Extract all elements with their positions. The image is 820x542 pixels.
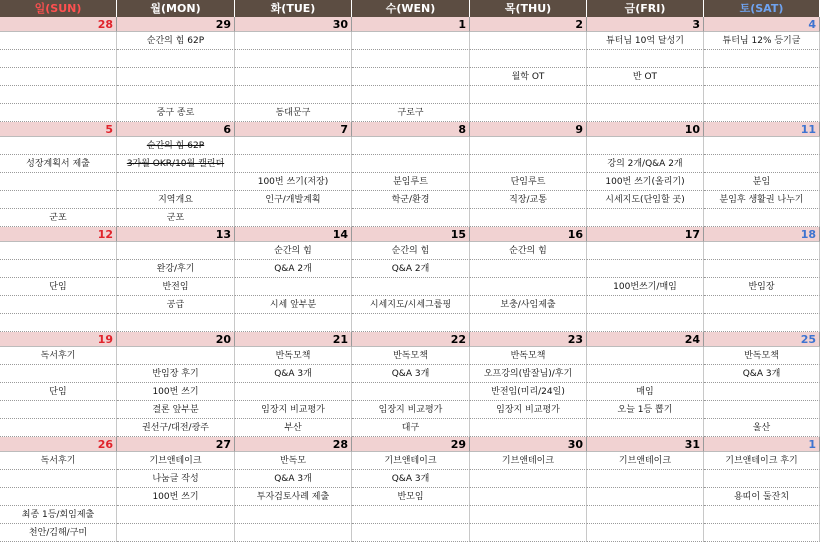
entry-cell[interactable] xyxy=(0,50,117,68)
entry-cell[interactable] xyxy=(235,314,352,332)
entry-cell[interactable] xyxy=(587,314,704,332)
date-cell-thu[interactable]: 2 xyxy=(470,17,587,32)
entry-cell[interactable] xyxy=(470,50,587,68)
date-cell-sun[interactable]: 28 xyxy=(0,17,117,32)
entry-cell[interactable] xyxy=(352,506,470,524)
entry-cell[interactable]: 완강/후기 xyxy=(117,260,235,278)
entry-cell[interactable] xyxy=(117,242,235,260)
entry-cell[interactable]: 성장계획서 제출 xyxy=(0,155,117,173)
entry-cell[interactable] xyxy=(704,155,820,173)
entry-cell[interactable]: 기브앤테이크 xyxy=(587,452,704,470)
entry-cell[interactable]: 시세지도/시세그룹핑 xyxy=(352,296,470,314)
entry-cell[interactable]: 기브앤테이크 후기 xyxy=(704,452,820,470)
entry-cell[interactable] xyxy=(0,68,117,86)
entry-cell[interactable]: 반전임 xyxy=(117,278,235,296)
entry-cell[interactable]: 100번 쓰기 xyxy=(117,383,235,401)
entry-cell[interactable]: 직장/교통 xyxy=(470,191,587,209)
date-cell-mon[interactable]: 13 xyxy=(117,227,235,242)
entry-cell[interactable]: Q&A 2개 xyxy=(352,260,470,278)
date-cell-sun[interactable]: 5 xyxy=(0,122,117,137)
entry-cell[interactable]: 순간의 힘 62P xyxy=(117,32,235,50)
header-sat: 토(SAT) xyxy=(704,0,820,17)
header-sun: 일(SUN) xyxy=(0,0,117,17)
date-cell-thu[interactable]: 9 xyxy=(470,122,587,137)
entry-cell[interactable]: 단임 xyxy=(0,383,117,401)
entry-cell[interactable] xyxy=(470,209,587,227)
entry-cell[interactable]: 순간의 힘 xyxy=(235,242,352,260)
entry-cell[interactable] xyxy=(352,137,470,155)
entry-cell[interactable] xyxy=(0,365,117,383)
entry-cell[interactable]: 반임장 xyxy=(704,278,820,296)
entry-cell[interactable]: 오늘 1등 뽑기 xyxy=(587,401,704,419)
entry-cell[interactable] xyxy=(470,419,587,437)
entry-cell[interactable] xyxy=(587,347,704,365)
date-cell-fri[interactable]: 10 xyxy=(587,122,704,137)
entry-cell[interactable]: Q&A 3개 xyxy=(352,470,470,488)
date-cell-wed[interactable]: 1 xyxy=(352,17,470,32)
entry-cell[interactable] xyxy=(117,347,235,365)
entry-cell[interactable]: 울산 xyxy=(704,419,820,437)
date-cell-sat[interactable]: 25 xyxy=(704,332,820,347)
entry-cell[interactable] xyxy=(470,314,587,332)
entry-cell[interactable]: 반독모책 xyxy=(470,347,587,365)
entry-cell[interactable]: 100번 쓰기(올리기) xyxy=(587,173,704,191)
entry-cell[interactable]: 분임루트 xyxy=(352,173,470,191)
entry-cell[interactable] xyxy=(352,50,470,68)
entry-cell[interactable] xyxy=(587,209,704,227)
entry-cell[interactable] xyxy=(117,524,235,542)
entry-cell[interactable] xyxy=(704,104,820,122)
entry-cell[interactable] xyxy=(352,524,470,542)
entry-cell[interactable]: 순간의 힘 xyxy=(470,242,587,260)
entry-cell[interactable] xyxy=(0,191,117,209)
entry-cell[interactable] xyxy=(0,173,117,191)
entry-cell[interactable]: Q&A 3개 xyxy=(352,365,470,383)
header-thu: 목(THU) xyxy=(470,0,587,17)
entry-cell[interactable] xyxy=(0,86,117,104)
entry-cell[interactable] xyxy=(704,506,820,524)
entry-cell[interactable] xyxy=(117,506,235,524)
entry-cell[interactable]: 임장지 비교평가 xyxy=(470,401,587,419)
entry-cell[interactable] xyxy=(352,155,470,173)
date-cell-mon[interactable]: 6 xyxy=(117,122,235,137)
entry-cell[interactable]: 공급 xyxy=(117,296,235,314)
date-cell-wed[interactable]: 15 xyxy=(352,227,470,242)
entry-cell[interactable] xyxy=(0,470,117,488)
entry-cell[interactable]: 최종 1등/회임제출 xyxy=(0,506,117,524)
entry-cell[interactable] xyxy=(0,419,117,437)
entry-cell[interactable] xyxy=(704,383,820,401)
entry-cell[interactable] xyxy=(235,506,352,524)
entry-cell[interactable] xyxy=(0,32,117,50)
entry-cell[interactable] xyxy=(0,314,117,332)
entry-cell[interactable]: 순간의 힘 xyxy=(352,242,470,260)
entry-cell[interactable] xyxy=(704,314,820,332)
entry-cell[interactable]: 학군/환경 xyxy=(352,191,470,209)
entry-cell[interactable] xyxy=(704,470,820,488)
entry-cell[interactable]: 부산 xyxy=(235,419,352,437)
entry-cell[interactable]: 100번 쓰기(저장) xyxy=(235,173,352,191)
entry-cell[interactable]: 반임장 후기 xyxy=(117,365,235,383)
entry-cell[interactable] xyxy=(235,383,352,401)
entry-cell[interactable]: 시세지도(단임할 곳) xyxy=(587,191,704,209)
entry-cell[interactable]: 순간의 힘 62P xyxy=(117,137,235,155)
date-cell-mon[interactable]: 29 xyxy=(117,17,235,32)
date-cell-sun[interactable]: 26 xyxy=(0,437,117,452)
entry-cell[interactable] xyxy=(587,104,704,122)
entry-cell[interactable] xyxy=(0,104,117,122)
entry-cell[interactable] xyxy=(587,470,704,488)
date-cell-fri[interactable]: 31 xyxy=(587,437,704,452)
entry-cell[interactable] xyxy=(235,278,352,296)
entry-cell[interactable] xyxy=(704,50,820,68)
entry-cell[interactable] xyxy=(587,365,704,383)
date-cell-sun[interactable]: 12 xyxy=(0,227,117,242)
entry-cell[interactable] xyxy=(352,86,470,104)
entry-cell[interactable] xyxy=(587,242,704,260)
entry-cell[interactable] xyxy=(470,470,587,488)
entry-cell[interactable]: 월학 OT xyxy=(470,68,587,86)
entry-cell[interactable] xyxy=(0,260,117,278)
entry-cell[interactable] xyxy=(117,50,235,68)
entry-cell[interactable]: 반독모책 xyxy=(352,347,470,365)
entry-cell[interactable] xyxy=(470,137,587,155)
date-cell-sat[interactable]: 11 xyxy=(704,122,820,137)
date-cell-thu[interactable]: 16 xyxy=(470,227,587,242)
entry-cell[interactable]: 반전임(미리/24일) xyxy=(470,383,587,401)
entry-cell[interactable] xyxy=(704,86,820,104)
entry-cell[interactable] xyxy=(704,524,820,542)
entry-cell[interactable] xyxy=(704,401,820,419)
entry-cell[interactable] xyxy=(235,155,352,173)
entry-cell[interactable]: 튜터님 12% 등기글 xyxy=(704,32,820,50)
entry-cell[interactable] xyxy=(470,488,587,506)
entry-cell[interactable]: 시세 앞부분 xyxy=(235,296,352,314)
entry-cell[interactable] xyxy=(0,242,117,260)
entry-cell[interactable] xyxy=(470,155,587,173)
entry-cell[interactable]: 기브앤테이크 xyxy=(470,452,587,470)
entry-cell[interactable]: 100번 쓰기 xyxy=(117,488,235,506)
entry-cell[interactable] xyxy=(587,488,704,506)
entry-cell[interactable] xyxy=(0,296,117,314)
entry-cell[interactable]: 단임루트 xyxy=(470,173,587,191)
entry-cell[interactable]: 반 OT xyxy=(587,68,704,86)
date-cell-tue[interactable]: 7 xyxy=(235,122,352,137)
date-cell-thu[interactable]: 30 xyxy=(470,437,587,452)
entry-cell[interactable] xyxy=(704,296,820,314)
date-cell-thu[interactable]: 23 xyxy=(470,332,587,347)
entry-cell[interactable] xyxy=(117,86,235,104)
entry-cell[interactable] xyxy=(587,419,704,437)
entry-cell[interactable]: 분임 xyxy=(704,173,820,191)
entry-cell[interactable]: 반모임 xyxy=(352,488,470,506)
entry-cell[interactable]: 중구 종로 xyxy=(117,104,235,122)
date-cell-sat[interactable]: 18 xyxy=(704,227,820,242)
date-cell-mon[interactable]: 20 xyxy=(117,332,235,347)
entry-cell[interactable] xyxy=(352,209,470,227)
entry-cell[interactable] xyxy=(352,314,470,332)
entry-cell[interactable]: Q&A 3개 xyxy=(235,365,352,383)
entry-cell[interactable]: 단임 xyxy=(0,278,117,296)
entry-cell[interactable] xyxy=(470,260,587,278)
entry-cell[interactable] xyxy=(235,86,352,104)
date-cell-sat[interactable]: 1 xyxy=(704,437,820,452)
entry-cell[interactable] xyxy=(587,296,704,314)
entry-cell[interactable]: 분임후 생활권 나누기 xyxy=(704,191,820,209)
date-cell-tue[interactable]: 21 xyxy=(235,332,352,347)
entry-cell[interactable] xyxy=(704,137,820,155)
entry-cell[interactable]: Q&A 2개 xyxy=(235,260,352,278)
entry-cell[interactable]: 구로구 xyxy=(352,104,470,122)
entry-cell[interactable] xyxy=(235,68,352,86)
entry-cell[interactable]: 결론 앞부분 xyxy=(117,401,235,419)
entry-cell[interactable]: 지역개요 xyxy=(117,191,235,209)
entry-cell[interactable] xyxy=(352,32,470,50)
entry-cell[interactable]: 반독모 xyxy=(235,452,352,470)
entry-cell[interactable] xyxy=(235,524,352,542)
entry-cell[interactable]: 대구 xyxy=(352,419,470,437)
entry-cell[interactable]: 보충/사임제출 xyxy=(470,296,587,314)
entry-cell[interactable] xyxy=(352,68,470,86)
entry-cell[interactable] xyxy=(704,209,820,227)
date-cell-wed[interactable]: 8 xyxy=(352,122,470,137)
entry-cell[interactable]: 군포 xyxy=(117,209,235,227)
date-cell-wed[interactable]: 22 xyxy=(352,332,470,347)
header-fri: 금(FRI) xyxy=(587,0,704,17)
entry-cell[interactable]: 100번쓰기/매임 xyxy=(587,278,704,296)
entry-cell[interactable] xyxy=(117,68,235,86)
entry-cell[interactable]: 오프강의(밥잘님)/후기 xyxy=(470,365,587,383)
entry-cell[interactable]: 튜터님 10억 달성기 xyxy=(587,32,704,50)
entry-cell[interactable] xyxy=(470,524,587,542)
entry-cell[interactable]: 인구/개발계획 xyxy=(235,191,352,209)
entry-cell[interactable] xyxy=(0,401,117,419)
entry-cell[interactable]: 독서후기 xyxy=(0,347,117,365)
entry-cell[interactable] xyxy=(352,383,470,401)
entry-cell[interactable] xyxy=(235,32,352,50)
entry-cell[interactable] xyxy=(117,173,235,191)
entry-cell[interactable]: 기브앤테이크 xyxy=(352,452,470,470)
entry-cell[interactable] xyxy=(470,278,587,296)
header-tue: 화(TUE) xyxy=(235,0,352,17)
entry-cell[interactable]: 기브앤테이크 xyxy=(117,452,235,470)
date-cell-mon[interactable]: 27 xyxy=(117,437,235,452)
entry-cell[interactable] xyxy=(704,68,820,86)
entry-cell[interactable] xyxy=(704,242,820,260)
date-cell-sun[interactable]: 19 xyxy=(0,332,117,347)
date-cell-wed[interactable]: 29 xyxy=(352,437,470,452)
date-cell-fri[interactable]: 17 xyxy=(587,227,704,242)
header-mon: 월(MON) xyxy=(117,0,235,17)
entry-cell[interactable]: 군포 xyxy=(0,209,117,227)
entry-cell[interactable] xyxy=(470,506,587,524)
entry-cell[interactable]: 강의 2개/Q&A 2개 xyxy=(587,155,704,173)
entry-cell[interactable] xyxy=(587,506,704,524)
entry-cell[interactable]: 임장지 비교평가 xyxy=(235,401,352,419)
date-cell-fri[interactable]: 24 xyxy=(587,332,704,347)
entry-cell[interactable]: Q&A 3개 xyxy=(704,365,820,383)
entry-cell[interactable]: 용띠이 둘잔치 xyxy=(704,488,820,506)
entry-cell[interactable]: 동대문구 xyxy=(235,104,352,122)
date-cell-tue[interactable]: 14 xyxy=(235,227,352,242)
entry-cell[interactable] xyxy=(470,32,587,50)
entry-cell[interactable] xyxy=(235,50,352,68)
entry-cell[interactable]: 투자검토사례 제출 xyxy=(235,488,352,506)
entry-cell[interactable]: 반독모책 xyxy=(235,347,352,365)
entry-cell[interactable] xyxy=(587,50,704,68)
entry-cell[interactable] xyxy=(352,278,470,296)
entry-cell[interactable]: 천안/김해/구미 xyxy=(0,524,117,542)
entry-cell[interactable]: 3가월 OKR/10월 캘린더 xyxy=(117,155,235,173)
entry-cell[interactable]: 임장지 비교평가 xyxy=(352,401,470,419)
entry-cell[interactable] xyxy=(587,260,704,278)
date-cell-sat[interactable]: 4 xyxy=(704,17,820,32)
entry-cell[interactable] xyxy=(587,137,704,155)
entry-cell[interactable] xyxy=(587,86,704,104)
entry-cell[interactable] xyxy=(235,137,352,155)
entry-cell[interactable] xyxy=(587,524,704,542)
entry-cell[interactable]: 나눔글 작성 xyxy=(117,470,235,488)
date-cell-fri[interactable]: 3 xyxy=(587,17,704,32)
date-cell-tue[interactable]: 28 xyxy=(235,437,352,452)
entry-cell[interactable] xyxy=(470,104,587,122)
entry-cell[interactable]: 반독모책 xyxy=(704,347,820,365)
entry-cell[interactable]: 매임 xyxy=(587,383,704,401)
entry-cell[interactable] xyxy=(0,488,117,506)
entry-cell[interactable] xyxy=(470,86,587,104)
entry-cell[interactable]: 독서후기 xyxy=(0,452,117,470)
date-cell-tue[interactable]: 30 xyxy=(235,17,352,32)
entry-cell[interactable] xyxy=(235,209,352,227)
entry-cell[interactable] xyxy=(117,314,235,332)
entry-cell[interactable]: Q&A 3개 xyxy=(235,470,352,488)
entry-cell[interactable] xyxy=(704,260,820,278)
entry-cell[interactable] xyxy=(0,137,117,155)
header-wed: 수(WEN) xyxy=(352,0,470,17)
entry-cell[interactable]: 권선구/대전/광주 xyxy=(117,419,235,437)
